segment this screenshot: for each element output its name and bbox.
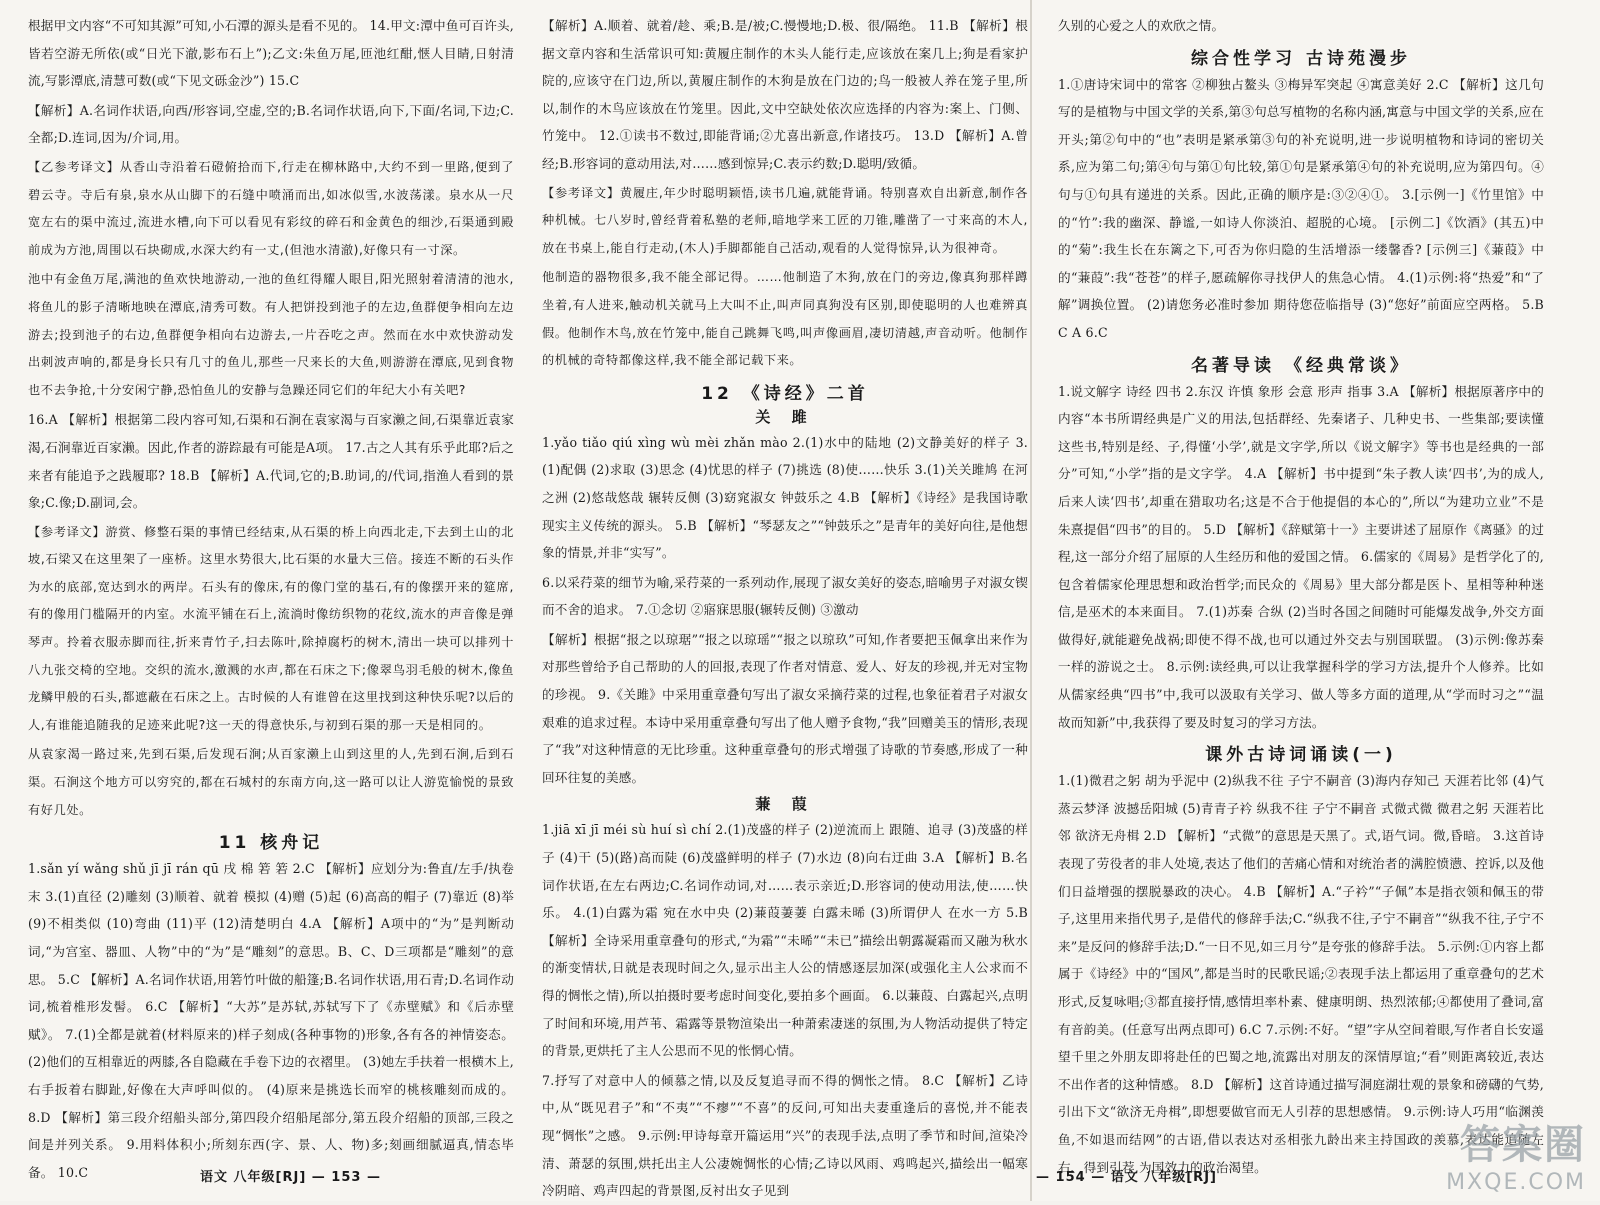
translation-paragraph: 【参考译文】黄履庄,年少时聪明颖悟,读书几遍,就能背诵。特别喜欢自出新意,制作各种机械。七八岁时,曾经背着私塾的老师,暗地学来工匠的刀锥,雕凿了一寸来高的木人,放在书桌上,能自行走动,(木人)手脚都能自己活动,观看的人觉得惊异,认为很神奇。 <box>542 185 1028 255</box>
answer-paragraph: 6.以采荇菜的细节为喻,采荇菜的一系列动作,展现了淑女美好的姿态,暗喻男子对淑女锲而不舍的追求。 7.①念切 ②寤寐思服(辗转反侧) ③激动 <box>542 574 1028 618</box>
watermark-brand-text: 答案圈 <box>1460 1122 1586 1168</box>
answer-paragraph: 1.说文解字 诗经 四书 2.东汉 许慎 象形 会意 形声 指事 3.A 【解析】根据原著序中的内容“本书所谓经典是广义的用法,包括群经、先秦诸子、几种史书、一些集部;要读懂这些书,特别是经、子,得懂‘小学’,就是文字学,所以《说文解字》等书也是经典的一部分”可知,“小学”指的是文字学。 4.A 【解析】书中提到“朱子教人读‘四书’,为的成人,后来人读‘四书’,却重在猎取功名;这是不合于他提倡的本心的”,所以“为建功立业”不是朱熹提倡“四书”的目的。 5.D 【解析】《辞赋第十一》主要讲述了屈原作《离骚》的过程,这一部分介绍了屈原的人生经历和他的爱国之情。 6.儒家的《周易》是哲学化了的,包含着儒家伦理思想和政治哲学;而民众的《周易》里大部分都是医卜、星相等种种迷信,是巫术的本来面目。 7.(1)苏秦 合纵 (2)当时各国之间随时可能爆发战争,外交方面做得好,就能避免战祸;即使不得不战,也可以通过外交去与别国联盟。 (3)示例:像苏秦一样的游说之士。 8.示例:读经典,可以让我掌握科学的学习方法,提升个人修养。比如从儒家经典“四书”中,我可以汲取有关学习、做人等多方面的道理,从“学而时习之”“温故而知新”中,我获得了要及时复习的学习方法。 <box>1058 383 1544 730</box>
answer-paragraph: 1.(1)微君之躬 胡为乎泥中 (2)纵我不往 子宁不嗣音 (3)海内存知己 天涯若比邻 (4)气蒸云梦泽 波撼岳阳城 (5)青青子衿 纵我不往 子宁不嗣音 式微式微 微君之躬 天涯若比邻 欲济无舟楫 2.D 【解析】“式微”的意思是天黑了。式,语气词。微,昏暗。 3.这首诗表现了劳役者的非人处境,表达了他们的苦痛心情和对统治者的满腔愤懑、控诉,以及他们日益增强的摆脱暴政的决心。 4.B 【解析】A.“子衿”“子佩”本是指衣领和佩玉的带子,这里用来指代男子,是借代的修辞手法;C.“纵我不往,子宁不嗣音”“纵我不往,子宁不来”是反问的修辞手法;D.“一日不见,如三月兮”是夸张的修辞手法。 5.示例:①内容上都属于《诗经》中的“国风”,都是当时的民歌民谣;②表现手法上都运用了重章叠句的艺术形式,反复咏唱;③都直接抒情,感情坦率朴素、健康明朗、热烈浓郁;④都使用了叠词,富有音韵美。(任意写出两点即可) 6.C 7.示例:不好。“望”字从空间着眼,写作者自长安遥望千里之外朋友即将赴任的巴蜀之地,流露出对朋友的深情厚谊;“看”则距离较近,表达不出作者的这种情感。 8.D 【解析】这首诗通过描写洞庭湖壮观的景象和磅礴的气势,引出下文“欲济无舟楫”,即想要做官而无人引荐的思想感情。 9.示例:诗人巧用“临渊羡鱼,不如退而结网”的古语,借以表达对丞相张九龄出来主持国政的羡慕,表达能追随左右、得到引荐,为国效力的政治渴望。 <box>1058 773 1544 1175</box>
section-heading: 综合性学习 古诗苑漫步 <box>1191 48 1411 69</box>
site-watermark-logo <box>1446 1113 1586 1195</box>
answer-paragraph: 1.yǎo tiǎo qiú xìng wù mèi zhǎn mào 2.(1)水中的陆地 (2)文静美好的样子 3.(1)配偶 (2)求取 (3)思念 (4)忧思的样子 (7)挑选 (8)使……快乐 3.(1)关关雎鸠 在河之洲 (2)悠哉悠哉 辗转反侧 (3)窈窕淑女 钟鼓乐之 4.B 【解析】《诗经》是我国诗歌现实主义传统的源头。 5.B 【解析】“琴瑟友之”“钟鼓乐之”是青年的美好向往,是他想象的情景,并非“实写”。 <box>542 434 1028 561</box>
translation-paragraph: 【参考译文】游赏、修整石渠的事情已经结束,从石渠的桥上向西北走,下去到土山的北坡,石梁又在这里架了一座桥。这里水势很大,比石渠的水量大三倍。接连不断的石头作为水的底部,宽达到水的两岸。石头有的像床,有的像门堂的基石,有的像摆开来的筵席,有的像用门槛隔开的内室。水流平铺在石上,流淌时像纺织物的花纹,流水的声音像是弹琴声。拎着衣服赤脚而往,折来青竹子,扫去陈叶,除掉腐朽的树木,清出一块可以排列十八九张交椅的空地。交织的流水,激溅的水声,都在石床之下;像翠鸟羽毛般的树木,像鱼龙鳞甲般的石头,都遮蔽在石床之上。古时候的人有谁曾在这里找到这种快乐呢?以后的人,有谁能追随我的足迹来此呢?这一天的得意快乐,与初到石渠的那一天是相同的。 <box>28 524 514 732</box>
translation-paragraph: 他制造的器物很多,我不能全部记得。……他制造了木狗,放在门的旁边,像真狗那样蹲坐着,有人进来,触动机关就马上大叫不止,叫声同真狗没有区别,即使聪明的人也难辨真假。他制作木鸟,放在竹笼中,能自己跳舞飞鸣,叫声像画眉,凄切清越,声音动听。他制作的机械的奇特都像这样,我不能全部记载下来。 <box>542 270 1028 368</box>
poem-subheading: 关 雎 <box>755 407 815 426</box>
answer-paragraph: 16.A 【解析】根据第二段内容可知,石渠和石涧在袁家渴与百家濑之间,石渠靠近袁家渴,石涧靠近百家濑。因此,作者的游踪最有可能是A项。 17.古之人其有乐乎此耶?后之来者有能追予之践履耶? 18.B 【解析】A.代词,它的;B.助词,的/代词,指渔人看到的景象;C.像;D.副词,会。 <box>28 412 514 511</box>
translation-paragraph: 池中有金鱼万尾,满池的鱼欢快地游动,一池的鱼红得耀人眼目,阳光照射着清清的池水,将鱼儿的影子清晰地映在潭底,清秀可数。有人把饼投到池子的左边,鱼群便争相向左边游去;投到池子的右边,鱼群便争相向右边游去,一片吞吃之声。然而在水中欢快游动发出刺波声响的,都是身长只有几寸的鱼儿,那些一尺来长的大鱼,则游游在潭底,见到食物也不去争抢,十分安闲宁静,恐怕鱼儿的安静与急躁还同它们的年纪大小有关吧? <box>28 272 514 397</box>
page-footer-153: 语文 八年级[RJ] — 153 — <box>200 1170 381 1185</box>
answer-paragraph: 1.①唐诗宋词中的常客 ②柳独占鳌头 ③梅异军突起 ④寓意美好 2.C 【解析】这几句写的是植物与中国文学的关系,第③句总写植物的名称内涵,寓意与中国文学的关系,应在开头;第②句中的“也”表明是紧承第③句的补充说明,进一步说明植物和诗词的密切关系,应为第二句;第④句与第①句比较,第①句是紧承第④句的补充说明,应为第四句。④句与①句具有递进的关系。因此,正确的顺序是:③②④①。 3.[示例一]《竹里馆》中的“竹”:我的幽深、静谧,一如诗人你淡泊、超脱的心境。 [示例二]《饮酒》(其五)中的“菊”:我生长在东篱之下,可否为你归隐的生活增添一缕馨香? [示例三]《蒹葭》中的“蒹葭”:我“苍苍”的样子,愿疏解你寻找伊人的焦急心情。 4.(1)示例:将“热爱”和“了解”调换位置。 (2)请您务必准时参加 期待您莅临指导 (3)“您好”前面应空两格。 5.B C A 6.C <box>1058 76 1544 340</box>
page-gutter-divider <box>1030 0 1032 1201</box>
answer-paragraph: 久别的心爱之人的欢欣之情。 <box>1058 18 1225 33</box>
answer-paragraph: 【解析】根据“报之以琼琚”“报之以琼瑶”“报之以琼玖”可知,作者要把玉佩拿出来作为对那些曾给予自己帮助的人的回报,表现了作者对情意、爱人、好友的珍视,并无对宝物的珍视。 9.《关雎》中采用重章叠句写出了淑女采摘荇菜的过程,也象征着君子对淑女艰难的追求过程。本诗中采用重章叠句写出了他人赠予食物,“我”回赠美玉的情形,表现了“我”对这种情意的无比珍重。这种重章叠句的形式增强了诗歌的节奏感,形成了一种回环往复的美感。 <box>542 631 1028 785</box>
translation-paragraph: 【乙参考译文】从香山寺沿着石磴俯拾而下,行走在柳林路中,大约不到一里路,便到了碧云寺。寺后有泉,泉水从山脚下的石缝中喷涌而出,如冰似雪,水波荡漾。泉水从一尺宽左右的渠中流过,流进水槽,向下可以看见有彩纹的碎石和金黄色的细沙,石渠通到殿前成为方池,周围以石块砌成,水深大约有一丈,(但池水清澈),好像只有一寸深。 <box>28 159 514 257</box>
answer-paragraph: 1.sǎn yí wǎng shǔ jī jī rán qū 戌 棉 箬 箬 2.C 【解析】应划分为:鲁直/左手/执卷末 3.(1)直径 (2)雕刻 (3)顺着、就着 模拟 (4)赠 (5)起 (6)高高的帽子 (7)靠近 (8)举 (9)不相类似 (10)弯曲 (11)平 (12)清楚明白 4.A 【解析】A项中的“为”是判断动词,“为宫室、器皿、人物”中的“为”是“雕刻”的意思。B、C、D三项都是“雕刻”的意思。 5.C 【解析】A.名词作状语,用箬竹叶做的船篷;B.名词作状语,用石青;D.名词作动词,梳着椎形发髻。 6.C 【解析】“大苏”是苏轼,苏轼写下了《赤壁赋》和《后赤壁赋》。 7.(1)全都是就着(材料原来的)样子刻成(各种事物的)形象,各有各的神情姿态。 (2)他们的互相靠近的两膝,各自隐藏在手卷下边的衣褶里。 (3)她左手扶着一根横木上,右手扳着右脚趾,好像在大声呼叫似的。 (4)原来是挑选长而窄的桃核雕刻而成的。 8.D 【解析】第三段介绍船头部分,第四段介绍船尾部分,第五段介绍船的顶部,三段之间是并列关系。 9.用料体积小;所刻东西(字、景、人、物)多;刻画细腻逼真,情态毕备。 10.C <box>28 861 514 1180</box>
watermark-url-text: MXQE.COM <box>1446 1170 1586 1195</box>
answer-paragraph: 根据甲文内容“不可知其源”可知,小石潭的源头是看不见的。 14.甲文:潭中鱼可百许头,皆若空游无所依(或“日光下澈,影布石上”);乙文:朱鱼万尾,匝池红酣,惬人目睛,日射清流,写影潭底,清慧可数(或“下见文砾金沙”) 15.C <box>28 18 514 89</box>
section-heading: 课外古诗词诵读(一) <box>1205 745 1397 766</box>
section-heading: 11 核舟记 <box>218 833 324 854</box>
answer-paragraph: 1.jiā xī jī méi sù huí sì chí 2.(1)茂盛的样子 (2)逆流而上 跟随、追寻 (3)茂盛的样子 (4)干 (5)(路)高而陡 (6)茂盛鲜明的样子 (7)水边 (8)向右迂曲 3.A 【解析】B.名词作状语,在左右两边;C.名词作动词,对……表示亲近;D.形容词的使动用法,使……快乐。 4.(1)白露为霜 宛在水中央 (2)蒹葭萋萋 白露未晞 (3)所谓伊人 在水一方 5.B 【解析】全诗采用重章叠句的形式,“为霜”“未晞”“未已”描绘出朝露凝霜而又融为秋水的渐变情状,日就是表现时间之久,显示出主人公的情感逐层加深(或强化主人公求而不得的惆怅之情),所以拍摄时要考虑时间变化,要拍多个画面。 6.以蒹葭、白露起兴,点明了时间和环境,用芦苇、霜露等景物渲染出一种萧索凄迷的氛围,为人物活动提供了特定的背景,更烘托了主人公思而不见的怅惘心情。 <box>542 822 1028 1059</box>
answer-paragraph: 【解析】A.顺着、就着/趁、乘;B.是/被;C.慢慢地;D.极、很/隔绝。 11.B 【解析】根据文章内容和生活常识可知:黄履庄制作的木头人能行走,应该放在案几上;狗是看家护院的,应该守在门边,所以,黄履庄制作的木狗是放在门边的;鸟一般被人养在笼子里,所以,制作的木鸟应该放在竹笼里。因此,文中空缺处依次应选择的内容为:案上、门侧、竹笼中。 12.①读书不数过,即能背诵;②尤喜出新意,作诸技巧。 13.D 【解析】A.曾经;B.形容词的意动用法,对……感到惊异;C.表示约数;D.聪明/致循。 <box>542 18 1028 171</box>
column-middle <box>542 12 1028 1199</box>
section-heading: 名著导读 《经典常谈》 <box>1191 355 1411 376</box>
answer-paragraph: 【解析】A.名词作状语,向西/形容词,空虚,空的;B.名词作状语,向下,下面/名词,下边;C.全都;D.连词,因为/介词,用。 <box>28 102 514 146</box>
answer-paragraph: 7.抒写了对意中人的倾慕之情,以及反复追寻而不得的惆怅之情。 8.C 【解析】乙诗中,从“既见君子”和“不夷”“不瘳”“不喜”的反问,可知出夫妻重逢后的喜悦,并不能表现“惆怅”之感。 9.示例:甲诗每章开篇运用“兴”的表现手法,点明了季节和时间,渲染冷清、萧瑟的氛围,烘托出主人公凄婉惆怅的心情;乙诗以风雨、鸡鸣起兴,描绘出一幅寒冷阴暗、鸡声四起的背景图,反衬出女子见到 <box>542 1072 1028 1199</box>
poem-subheading: 蒹 葭 <box>755 795 815 814</box>
section-heading: 12 《诗经》二首 <box>701 383 869 404</box>
translation-paragraph: 从袁家渴一路过来,先到石渠,后发现石涧;从百家濑上山到这里的人,先到石涧,后到石渠。石涧这个地方可以穷究的,都在石城村的东南方向,这一路可以让人游览愉悦的景致有好几处。 <box>28 747 514 817</box>
page-footer-154: — 154 — 语文 八年级[RJ] <box>1036 1170 1217 1185</box>
